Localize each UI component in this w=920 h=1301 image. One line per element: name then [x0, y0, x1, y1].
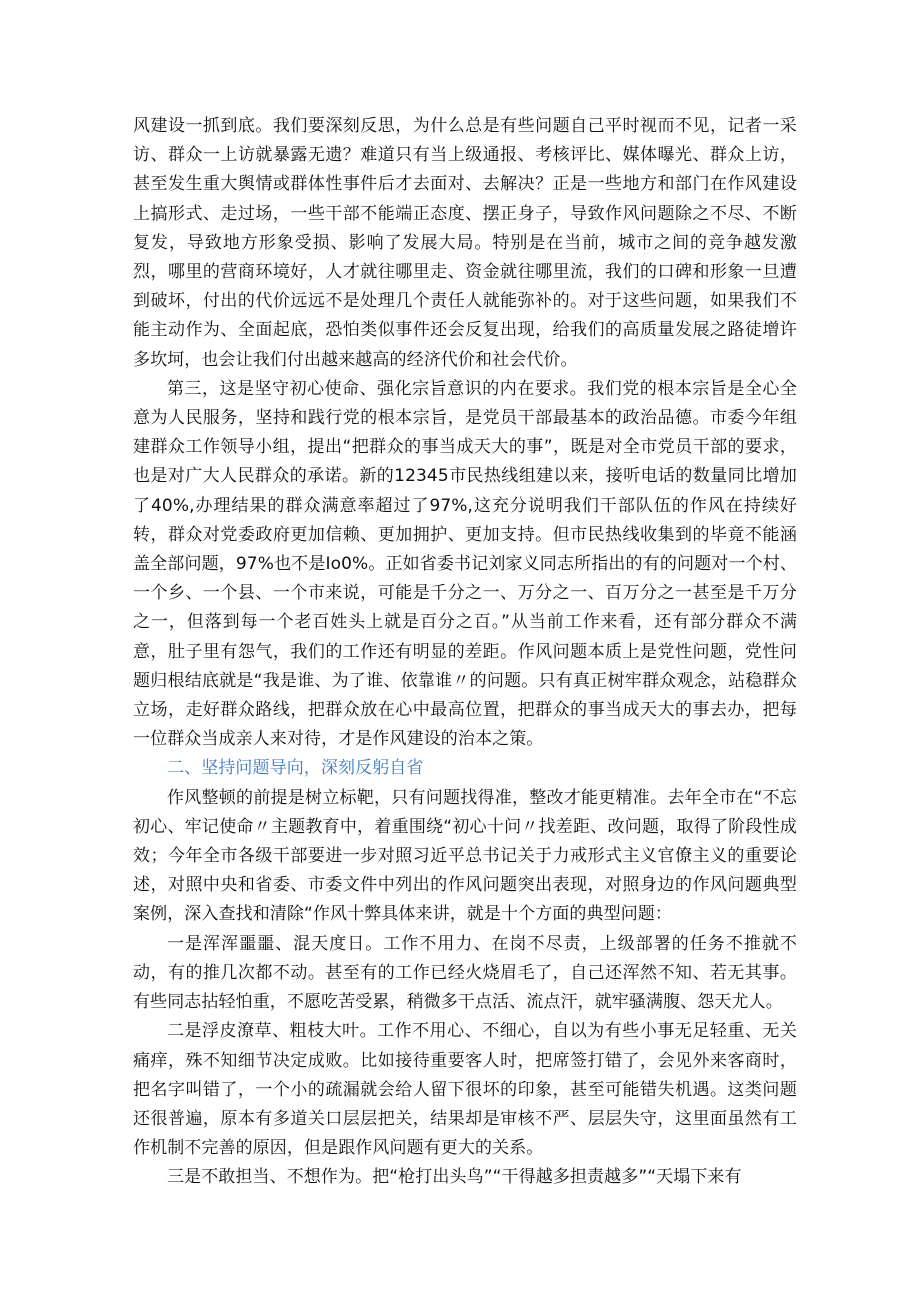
paragraph-2: 第三，这是坚守初心使命、强化宗旨意识的内在要求。我们党的根本宗旨是全心全意为人民服务，坚持和践行党的根本宗旨，是党员干部最基本的政治品德。市委今年组建群众工作领导小组，提出“把群众的事当成天大的事”，既是对全市党员干部的要求，也是对广大人民群众的承诺。新的12345市民热线组建以来，接听电话的数量同比增加了40%,办理结果的群众满意率超过了97%,这充分说明我们干部队伍的作风在持续好转，群众对党委政府更加信赖、更加拥护、更加支持。但市民热线收集到的毕竟不能涵盖全部问题，97%也不是Io0%。正如省委书记刘家义同志所指出的有的问题对一个村、一个乡、一个县、一个市来说，可能是千分之一、万分之一、百万分之一甚至是千万分之一，但落到每一个老百姓头上就是百分之百。”从当前工作来看，还有部分群众不满意，肚子里有怨气，我们的工作还有明显的差距。作风问题本质上是党性问题，党性问题归根结底就是“我是谁、为了谁、依靠谁〃的问题。只有真正树牢群众观念，站稳群众立场，走好群众路线，把群众放在心中最高位置，把群众的事当成天大的事去办，把每一位群众当成亲人来对待，才是作风建设的治本之策。	[133, 378, 797, 750]
paragraph-5: 二是浮皮潦草、粗枝大叶。工作不用心、不细心，自以为有些小事无足轻重、无关痛痒，殊不知细节决定成败。比如接待重要客人时，把席签打错了，会见外来客商时，把名字叫错了，一个小的疏漏就会给人留下很坏的印象，甚至可能错失机遇。这类问题还很普遍，原本有多道关口层层把关，结果却是审核不严、层层失守，这里面虽然有工作机制不完善的原因，但是跟作风问题有更大的关系。	[133, 1021, 797, 1159]
paragraph-6: 三是不敢担当、不想作为。把“枪打出头鸟”“干得越多担责越多”“天塌下来有	[167, 1167, 742, 1188]
paragraph-1: 风建设一抓到底。我们要深刻反思，为什么总是有些问题自己平时视而不见，记者一采访、群众一上访就暴露无遗？难道只有当上级通报、考核评比、媒体曝光、群众上访，甚至发生重大舆情或群体性事件后才去面对、去解决？正是一些地方和部门在作风建设上搞形式、走过场，一些干部不能端正态度、摆正身子，导致作风问题除之不尽、不断复发，导致地方形象受损、影响了发展大局。特别是在当前，城市之间的竞争越发激烈，哪里的营商环境好，人才就往哪里走、资金就往哪里流，我们的口碑和形象一旦遭到破坏，付出的代价远远不是处理几个责任人就能弥补的。对于这些问题，如果我们不能主动作为、全面起底，恐怕类似事件还会反复出现，给我们的高质量发展之路徒增许多坎坷，也会让我们付出越来越高的经济代价和社会代价。	[133, 116, 797, 370]
document-page	[133, 112, 797, 1193]
paragraph-4: 一是浑浑噩噩、混天度日。工作不用力、在岗不尽责，上级部署的任务不推就不动，有的推几次都不动。甚至有的工作已经火烧眉毛了，自己还浑然不知、若无其事。有些同志拈轻怕重，不愿吃苦受累，稍微多干点活、流点汗，就牢骚满腹、怨天尤人。	[133, 933, 797, 1013]
section-heading: 二、坚持问题导向，深刻反躬自省	[167, 758, 424, 779]
paragraph-3: 作风整顿的前提是树立标靶，只有问题找得准，整改才能更精准。去年全市在“不忘初心、牢记使命〃主题教育中，着重围绕“初心十问〃找差距、改问题，取得了阶段性成效；今年全市各级干部要进一步对照习近平总书记关于力戒形式主义官僚主义的重要论述，对照中央和省委、市委文件中列出的作风问题突出表现，对照身边的作风问题典型案例，深入查找和清除“作风十弊具体来讲，就是十个方面的典型问题：	[133, 787, 797, 925]
